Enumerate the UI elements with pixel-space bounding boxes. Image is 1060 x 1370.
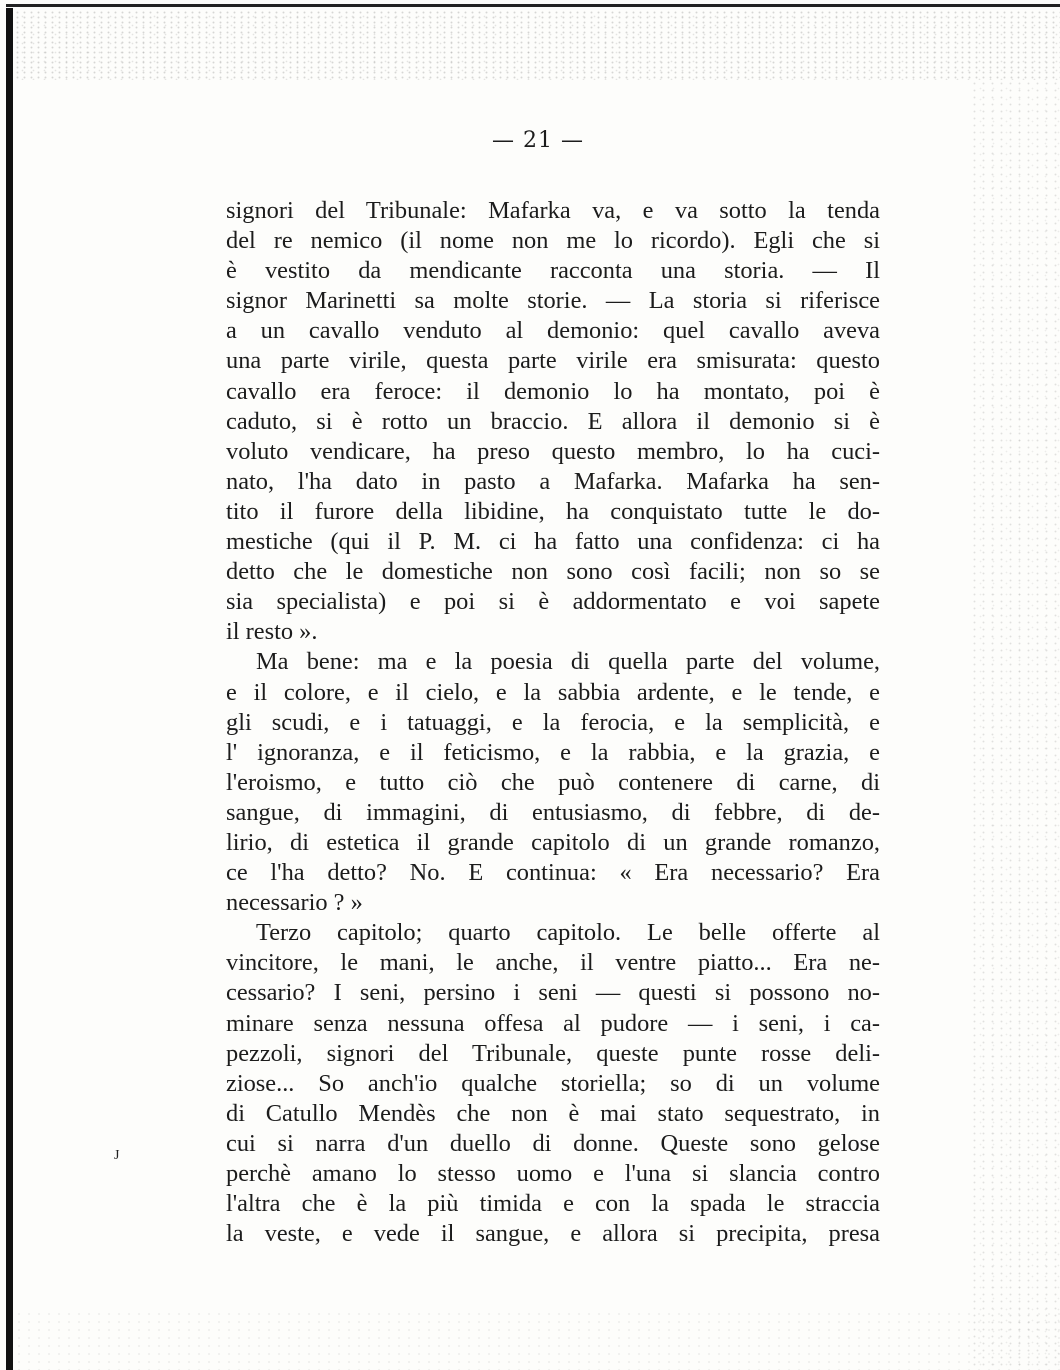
text-line: caduto, si è rotto un braccio. E allora il demonio si è	[226, 407, 880, 435]
text-line: perchè amano lo stesso uomo e l'una si slancia contro	[226, 1160, 880, 1187]
text-line: è vestito da mendicante racconta una storia. — Il	[226, 257, 880, 285]
paragraph	[226, 918, 880, 1249]
stray-mark: J	[114, 1148, 120, 1163]
text-line: a un cavallo venduto al demonio: quel cavallo aveva	[226, 317, 880, 345]
text-line: Ma bene: ma e la poesia di quella parte del volume,	[256, 648, 880, 676]
text-line: signori del Tribunale: Mafarka va, e va sotto la tenda	[226, 197, 880, 224]
text-line: tito il furore della libidine, ha conquistato tutte le do-	[226, 497, 880, 525]
text-line: voluto vendicare, ha preso questo membro, lo ha cuci-	[226, 437, 880, 465]
paragraph	[226, 196, 880, 647]
text-line: la veste, e vede il sangue, e allora si precipita, presa	[226, 1220, 880, 1248]
text-line: una parte virile, questa parte virile era smisurata: questo	[226, 347, 880, 375]
text-line: cui si narra d'un duello di donne. Queste sono gelose	[226, 1129, 880, 1157]
text-line: ziose... So anch'io qualche storiella; so di un volume	[226, 1069, 880, 1097]
body-text	[226, 196, 880, 1249]
scan-binding-edge	[6, 8, 13, 1370]
text-line: e il colore, e il cielo, e la sabbia ardente, e le tende, e	[226, 678, 880, 706]
scan-noise-bottom	[14, 1310, 1060, 1370]
text-line: cavallo era feroce: il demonio lo ha montato, poi è	[226, 377, 880, 405]
text-line: il resto ».	[226, 618, 318, 646]
text-line: nato, l'ha dato in pasto a Mafarka. Mafarka ha sen-	[226, 467, 880, 495]
paragraph	[226, 647, 880, 918]
text-line: sangue, di immagini, di entusiasmo, di febbre, di de-	[226, 798, 880, 826]
text-line: detto che le domestiche non sono così facili; non so se	[226, 558, 880, 586]
text-line: ce l'ha detto? No. E continua: « Era necessario? Era	[226, 859, 880, 887]
scan-top-edge	[6, 4, 1060, 7]
text-line: Terzo capitolo; quarto capitolo. Le belle offerte al	[256, 919, 880, 947]
text-line: minare senza nessuna offesa al pudore — i seni, i ca-	[226, 1009, 880, 1037]
page-number: — 21 —	[492, 128, 584, 153]
text-line: mestiche (qui il P. M. ci ha fatto una confidenza: ci ha	[226, 528, 880, 556]
text-line: vincitore, le mani, le anche, il ventre piatto... Era ne-	[226, 949, 880, 977]
scan-noise-right	[970, 80, 1060, 1370]
text-line: del re nemico (il nome non me lo ricordo). Egli che si	[226, 227, 880, 255]
text-line: l'eroismo, e tutto ciò che può contenere di carne, di	[226, 768, 880, 796]
text-line: di Catullo Mendès che non è mai stato sequestrato, in	[226, 1099, 880, 1127]
text-line: lirio, di estetica il grande capitolo di un grande romanzo,	[226, 828, 880, 856]
text-line: necessario ? »	[226, 889, 363, 917]
scan-noise-top	[14, 10, 1060, 80]
text-line: cessario? I seni, persino i seni — questi si possono no-	[226, 979, 880, 1007]
text-line: pezzoli, signori del Tribunale, queste punte rosse deli-	[226, 1039, 880, 1067]
text-line: l' ignoranza, e il feticismo, e la rabbia, e la grazia, e	[226, 738, 880, 766]
text-line: l'altra che è la più timida e con la spada le straccia	[226, 1190, 880, 1218]
text-line: signor Marinetti sa molte storie. — La storia si riferisce	[226, 287, 880, 315]
text-line: sia specialista) e poi si è addormentato e voi sapete	[226, 588, 880, 616]
text-line: gli scudi, e i tatuaggi, e la ferocia, e la semplicità, e	[226, 708, 880, 736]
